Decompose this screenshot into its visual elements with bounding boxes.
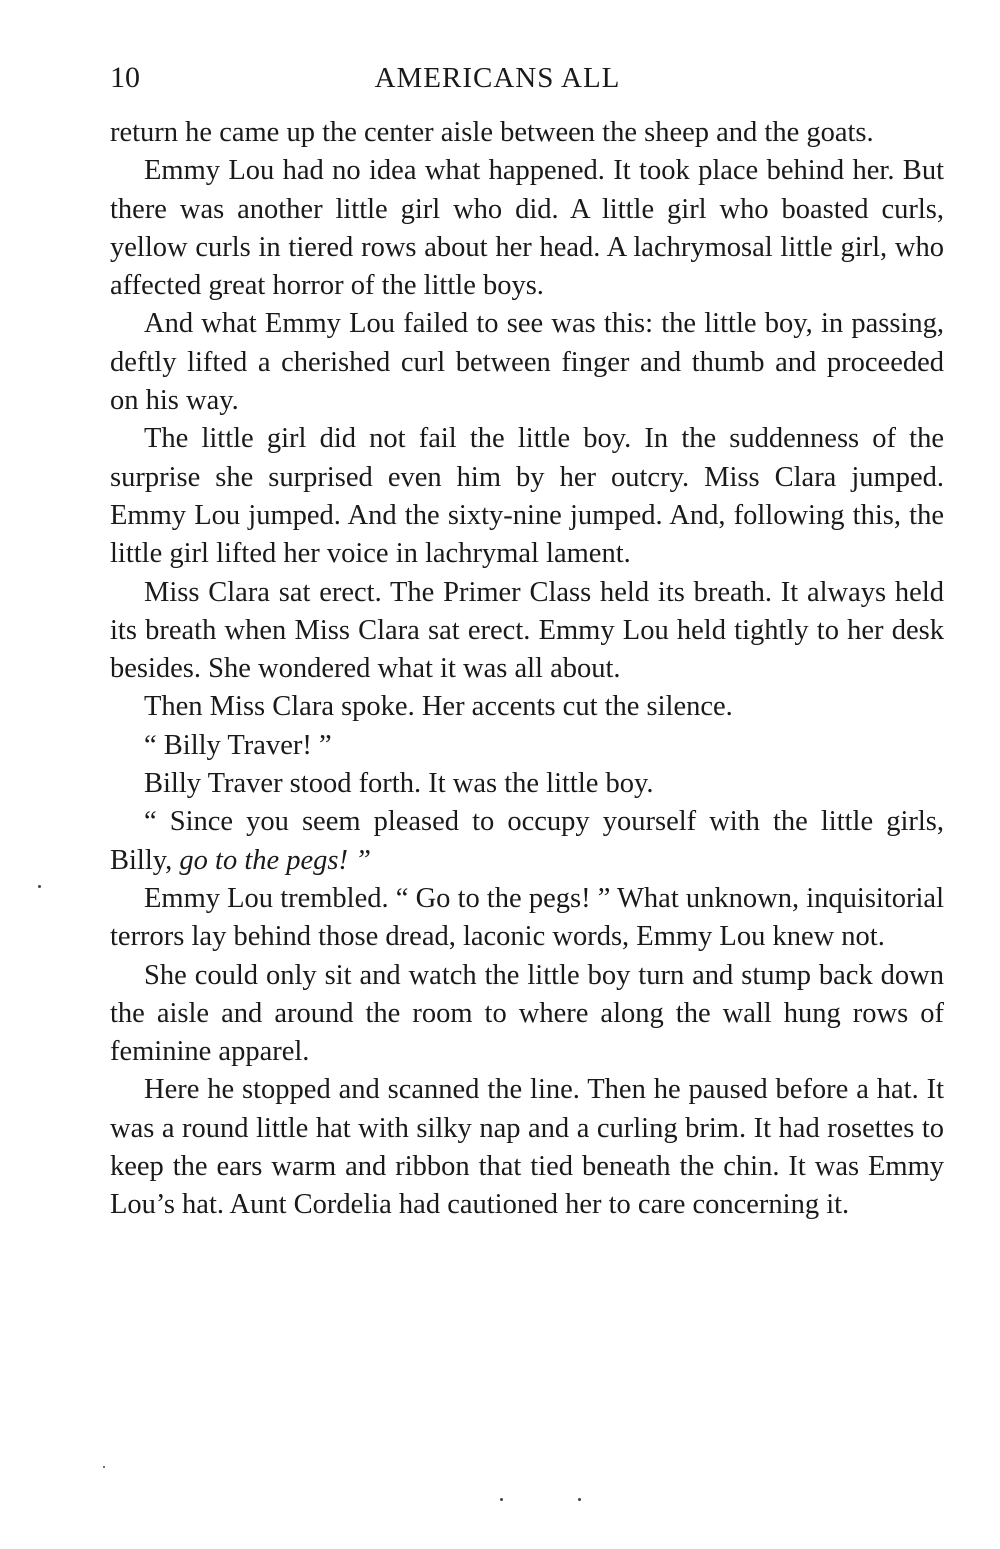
paragraph-10: Emmy Lou trembled. “ Go to the pegs! ” What unknown, inquisitorial terrors lay behind those dread, laconic words, Emmy Lou knew not. — [110, 882, 944, 953]
running-title: AMERICANS ALL — [374, 62, 621, 94]
print-speck — [578, 1498, 581, 1501]
print-speck — [38, 885, 41, 888]
paragraph-8: Billy Traver stood forth. It was the little boy. — [144, 768, 654, 800]
paragraph-6: Then Miss Clara spoke. Her accents cut the silence. — [144, 691, 733, 723]
paragraph-4: The little girl did not fail the little boy. In the suddenness of the surprise she surprised even him by her outcry. Miss Clara jumped. Emmy Lou jumped. And the sixty-nine jumped. And, following this, the little girl lifted her voice in lachrymal lament. — [110, 423, 944, 570]
paragraph-9-text: “ Since you seem pleased to occupy yourself with the little girls, Billy, — [110, 806, 944, 876]
paragraph-9-emphasis: go to the pegs! ” — [179, 844, 371, 876]
print-speck — [103, 1466, 105, 1468]
paragraph-1: return he came up the center aisle between the sheep and the goats. — [110, 117, 874, 148]
page-number: 10 — [110, 61, 140, 94]
running-head — [110, 58, 945, 98]
paragraph-9 — [110, 803, 944, 880]
paragraph-11: She could only sit and watch the little boy turn and stump back down the aisle and around the room to where along the wall hung rows of feminine apparel. — [110, 959, 944, 1068]
paragraph-5: Miss Clara sat erect. The Primer Class held its breath. It always held its breath when Miss Clara sat erect. Emmy Lou held tightly to her desk besides. She wondered what it was all about. — [110, 576, 944, 685]
paragraph-12: Here he stopped and scanned the line. Then he paused before a hat. It was a round little hat with silky nap and a curling brim. It had rosettes to keep the ears warm and ribbon that tied beneath the chin. It was Emmy Lou’s hat. Aunt Cordelia had cautioned her to care concerning it. — [110, 1074, 944, 1221]
paragraph-7: “ Billy Traver! ” — [144, 729, 332, 761]
print-speck — [500, 1498, 503, 1501]
body-text — [110, 114, 944, 1225]
paragraph-3: And what Emmy Lou failed to see was this: the little boy, in passing, deftly lifted a cherished curl between finger and thumb and proceeded on his way. — [110, 308, 944, 417]
paragraph-2: Emmy Lou had no idea what happened. It took place behind her. But there was another little girl who did. A little girl who boasted curls, yellow curls in tiered rows about her head. A lachrymosal little girl, who affected great horror of the little boys. — [110, 155, 944, 302]
